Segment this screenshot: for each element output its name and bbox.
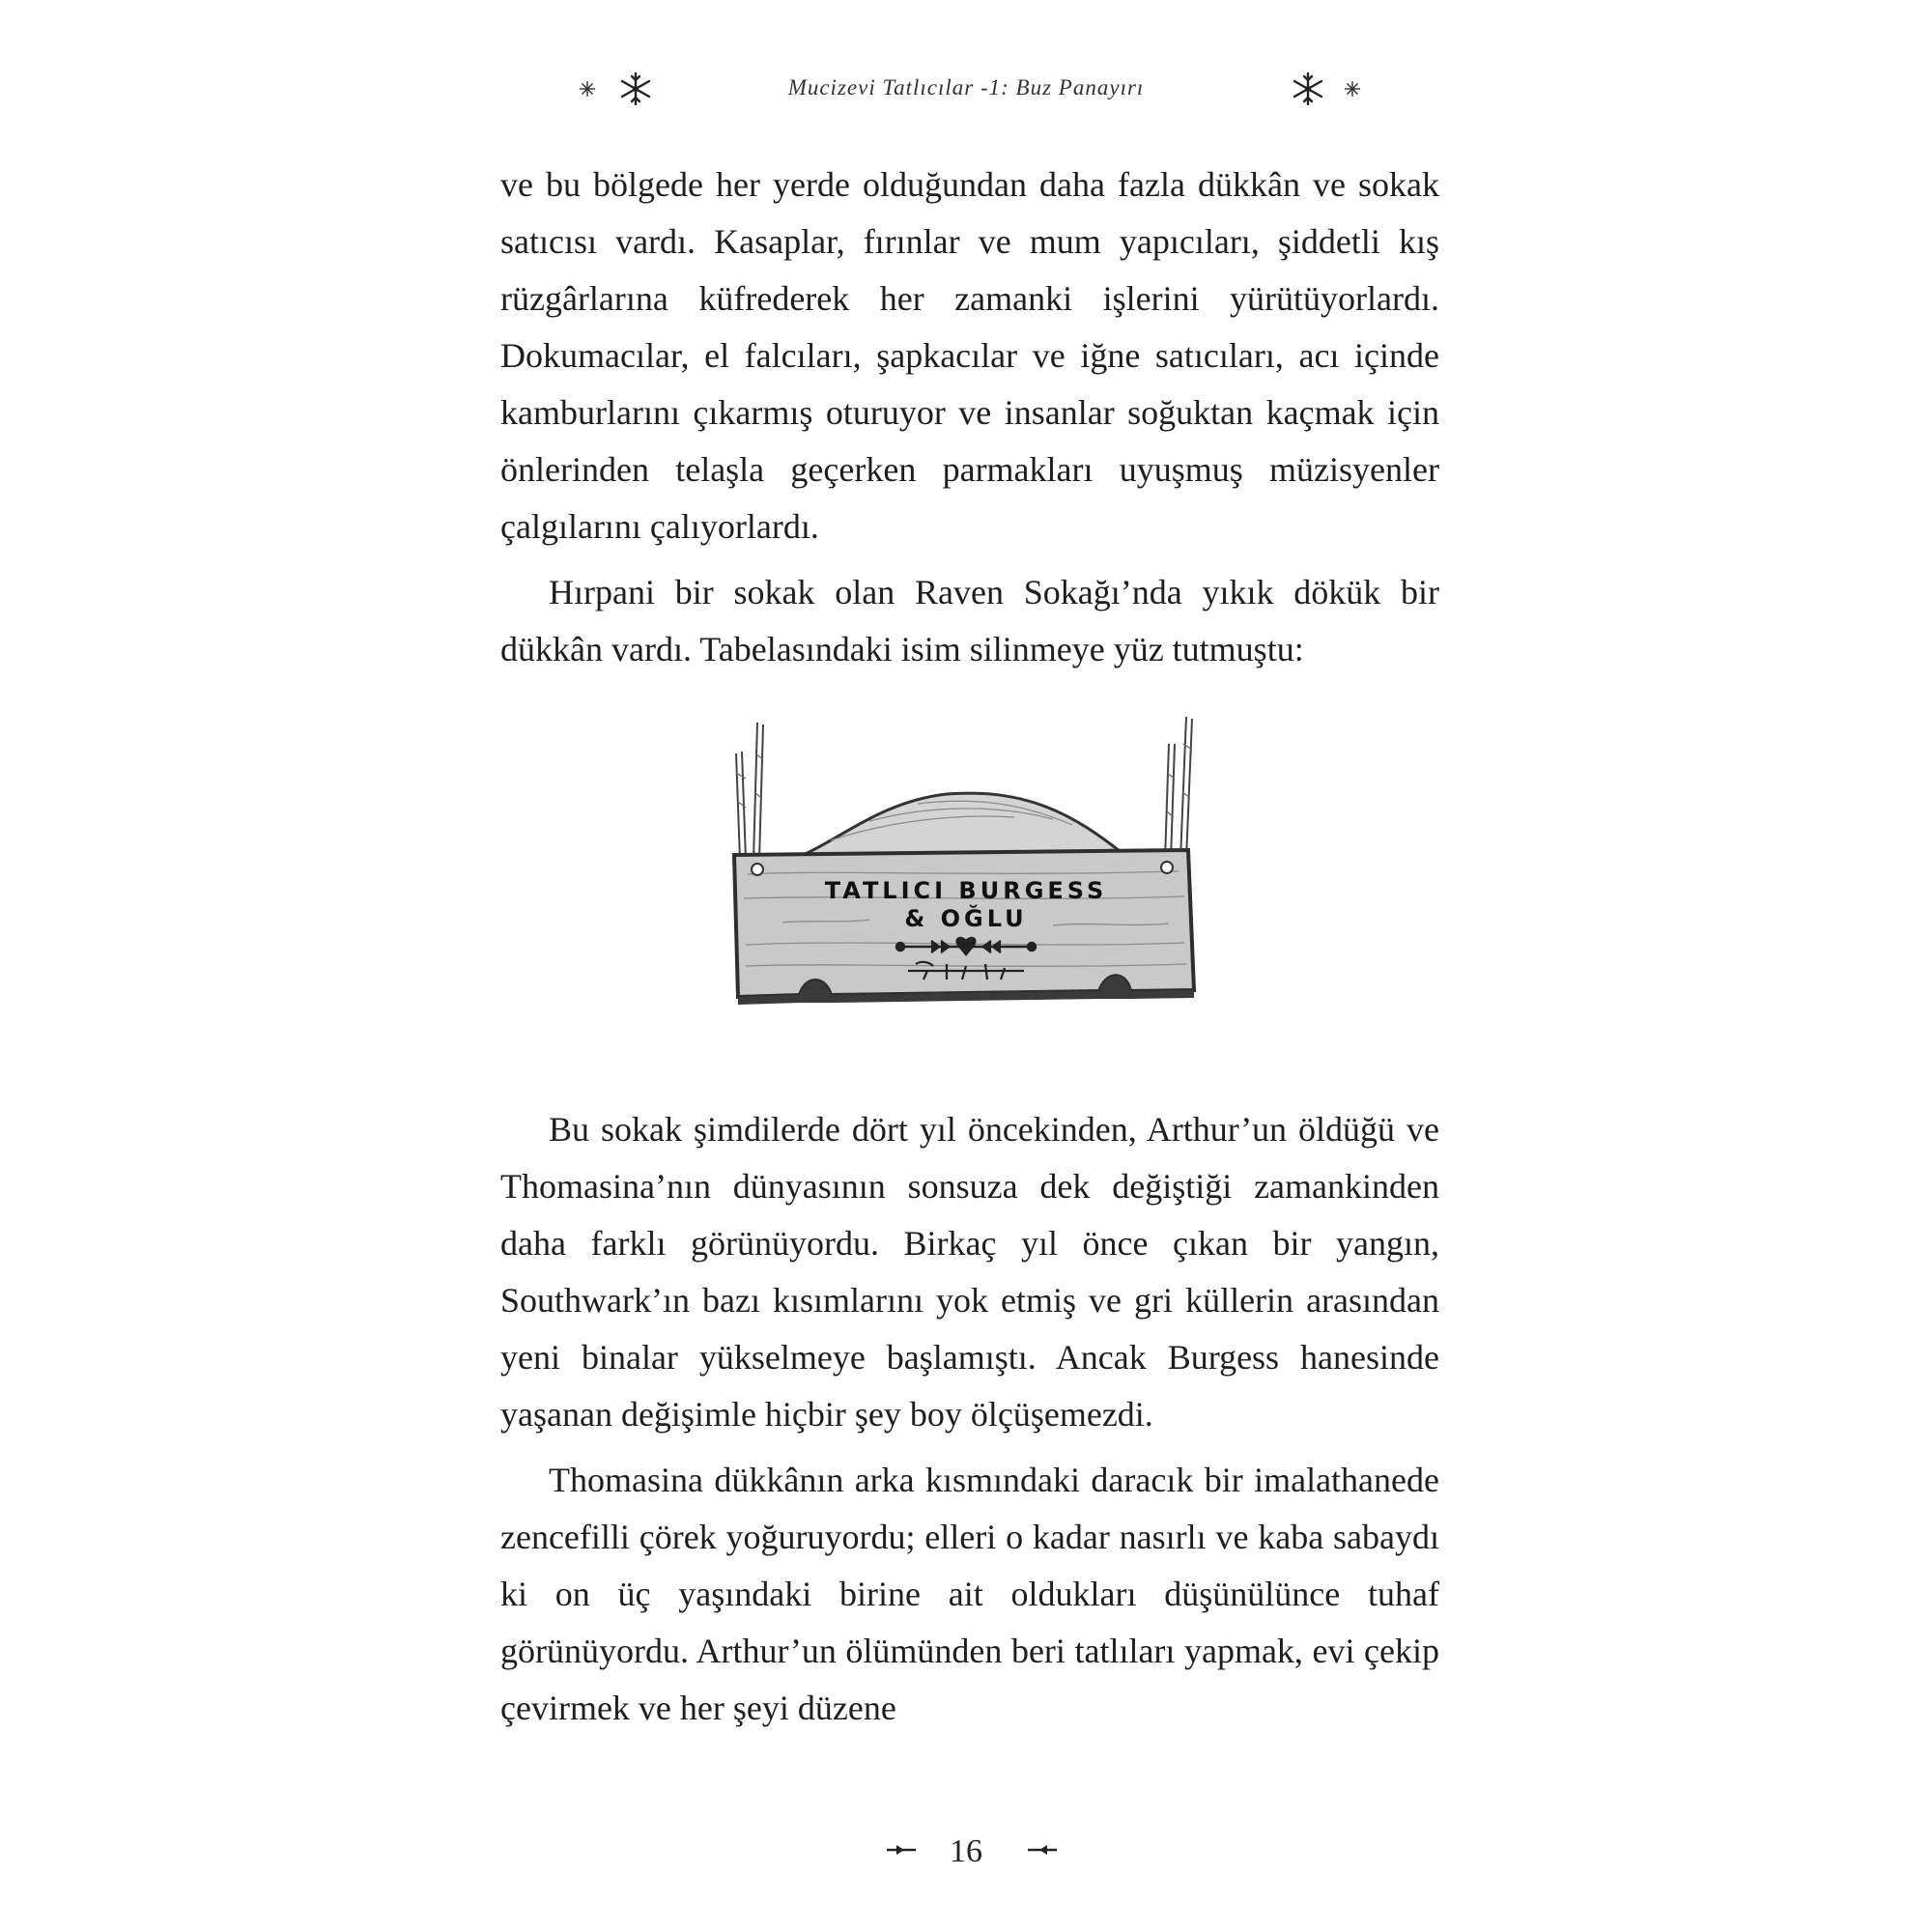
running-header: [0, 68, 1932, 116]
book-title: Mucizevi Tatlıcılar -1: Buz Panayırı: [787, 75, 1145, 99]
star-icon: [1343, 79, 1362, 99]
body-text-top: [500, 156, 1439, 678]
sign-text-suffix: & OĞLU: [904, 905, 1028, 932]
snowflake-icon: [1289, 70, 1327, 108]
ornament-arrow-right-icon: [1028, 1843, 1057, 1857]
paragraph: Thomasina dükkânın arka kısmındaki daracık bir imalathanede zencefilli çörek yoğuruyordu; elleri o kadar nasırlı ve kaba sabaydı ki on üç yaşındaki birine ait oldukları düşünülünce tuhaf görünüyordu. Arthur’un ölümünden beri tatlıları yapmak, evi çekip çevirmek ve her şeyi düzene: [500, 1461, 1439, 1727]
star-icon: [578, 79, 597, 99]
ornament-arrow-left-icon: [887, 1843, 916, 1857]
sign-text-name: TATLICI BURGESS: [824, 877, 1108, 904]
body-text-bottom: [500, 1101, 1439, 1737]
shop-sign-illustration: [724, 705, 1208, 1024]
page-footer: [0, 1826, 1932, 1884]
paragraph: Bu sokak şimdilerde dört yıl öncekinden, Arthur’un öldüğü ve Thomasina’nın dünyasının sonsuza dek değiştiği zamankinden daha farklı görünüyordu. Birkaç yıl önce çıkan bir yangın, Southwark’ın bazı kısımlarını yok etmiş ve gri küllerin arasından yeni binalar yükselmeye başlamıştı. Ancak Burgess hanesinde yaşanan değişimle hiçbir şey boy ölçüşemezdi.: [500, 1110, 1439, 1434]
paragraph: Hırpani bir sokak olan Raven Sokağı’nda yıkık dökük bir dükkân vardı. Tabelasındaki isim silinmeye yüz tutmuştu:: [500, 573, 1439, 668]
wooden-sign-drawing: [724, 705, 1208, 1024]
snowflake-icon: [616, 70, 655, 108]
paragraph: ve bu bölgede her yerde olduğundan daha fazla dükkân ve sokak satıcısı vardı. Kasaplar, fırınlar ve mum yapıcıları, şiddetli kış rüzgârlarına küfrederek her zamanki işlerini yürütüyorlardı. Dokumacılar, el falcıları, şapkacılar ve iğne satıcıları, acı içinde kamburlarını çıkarmış oturuyor ve insanlar soğuktan kaçmak için önlerinden telaşla geçerken parmakları uyuşmuş müzisyenler çalgılarını çalıyorlardı.: [500, 165, 1439, 546]
page-number: 16: [950, 1833, 982, 1869]
